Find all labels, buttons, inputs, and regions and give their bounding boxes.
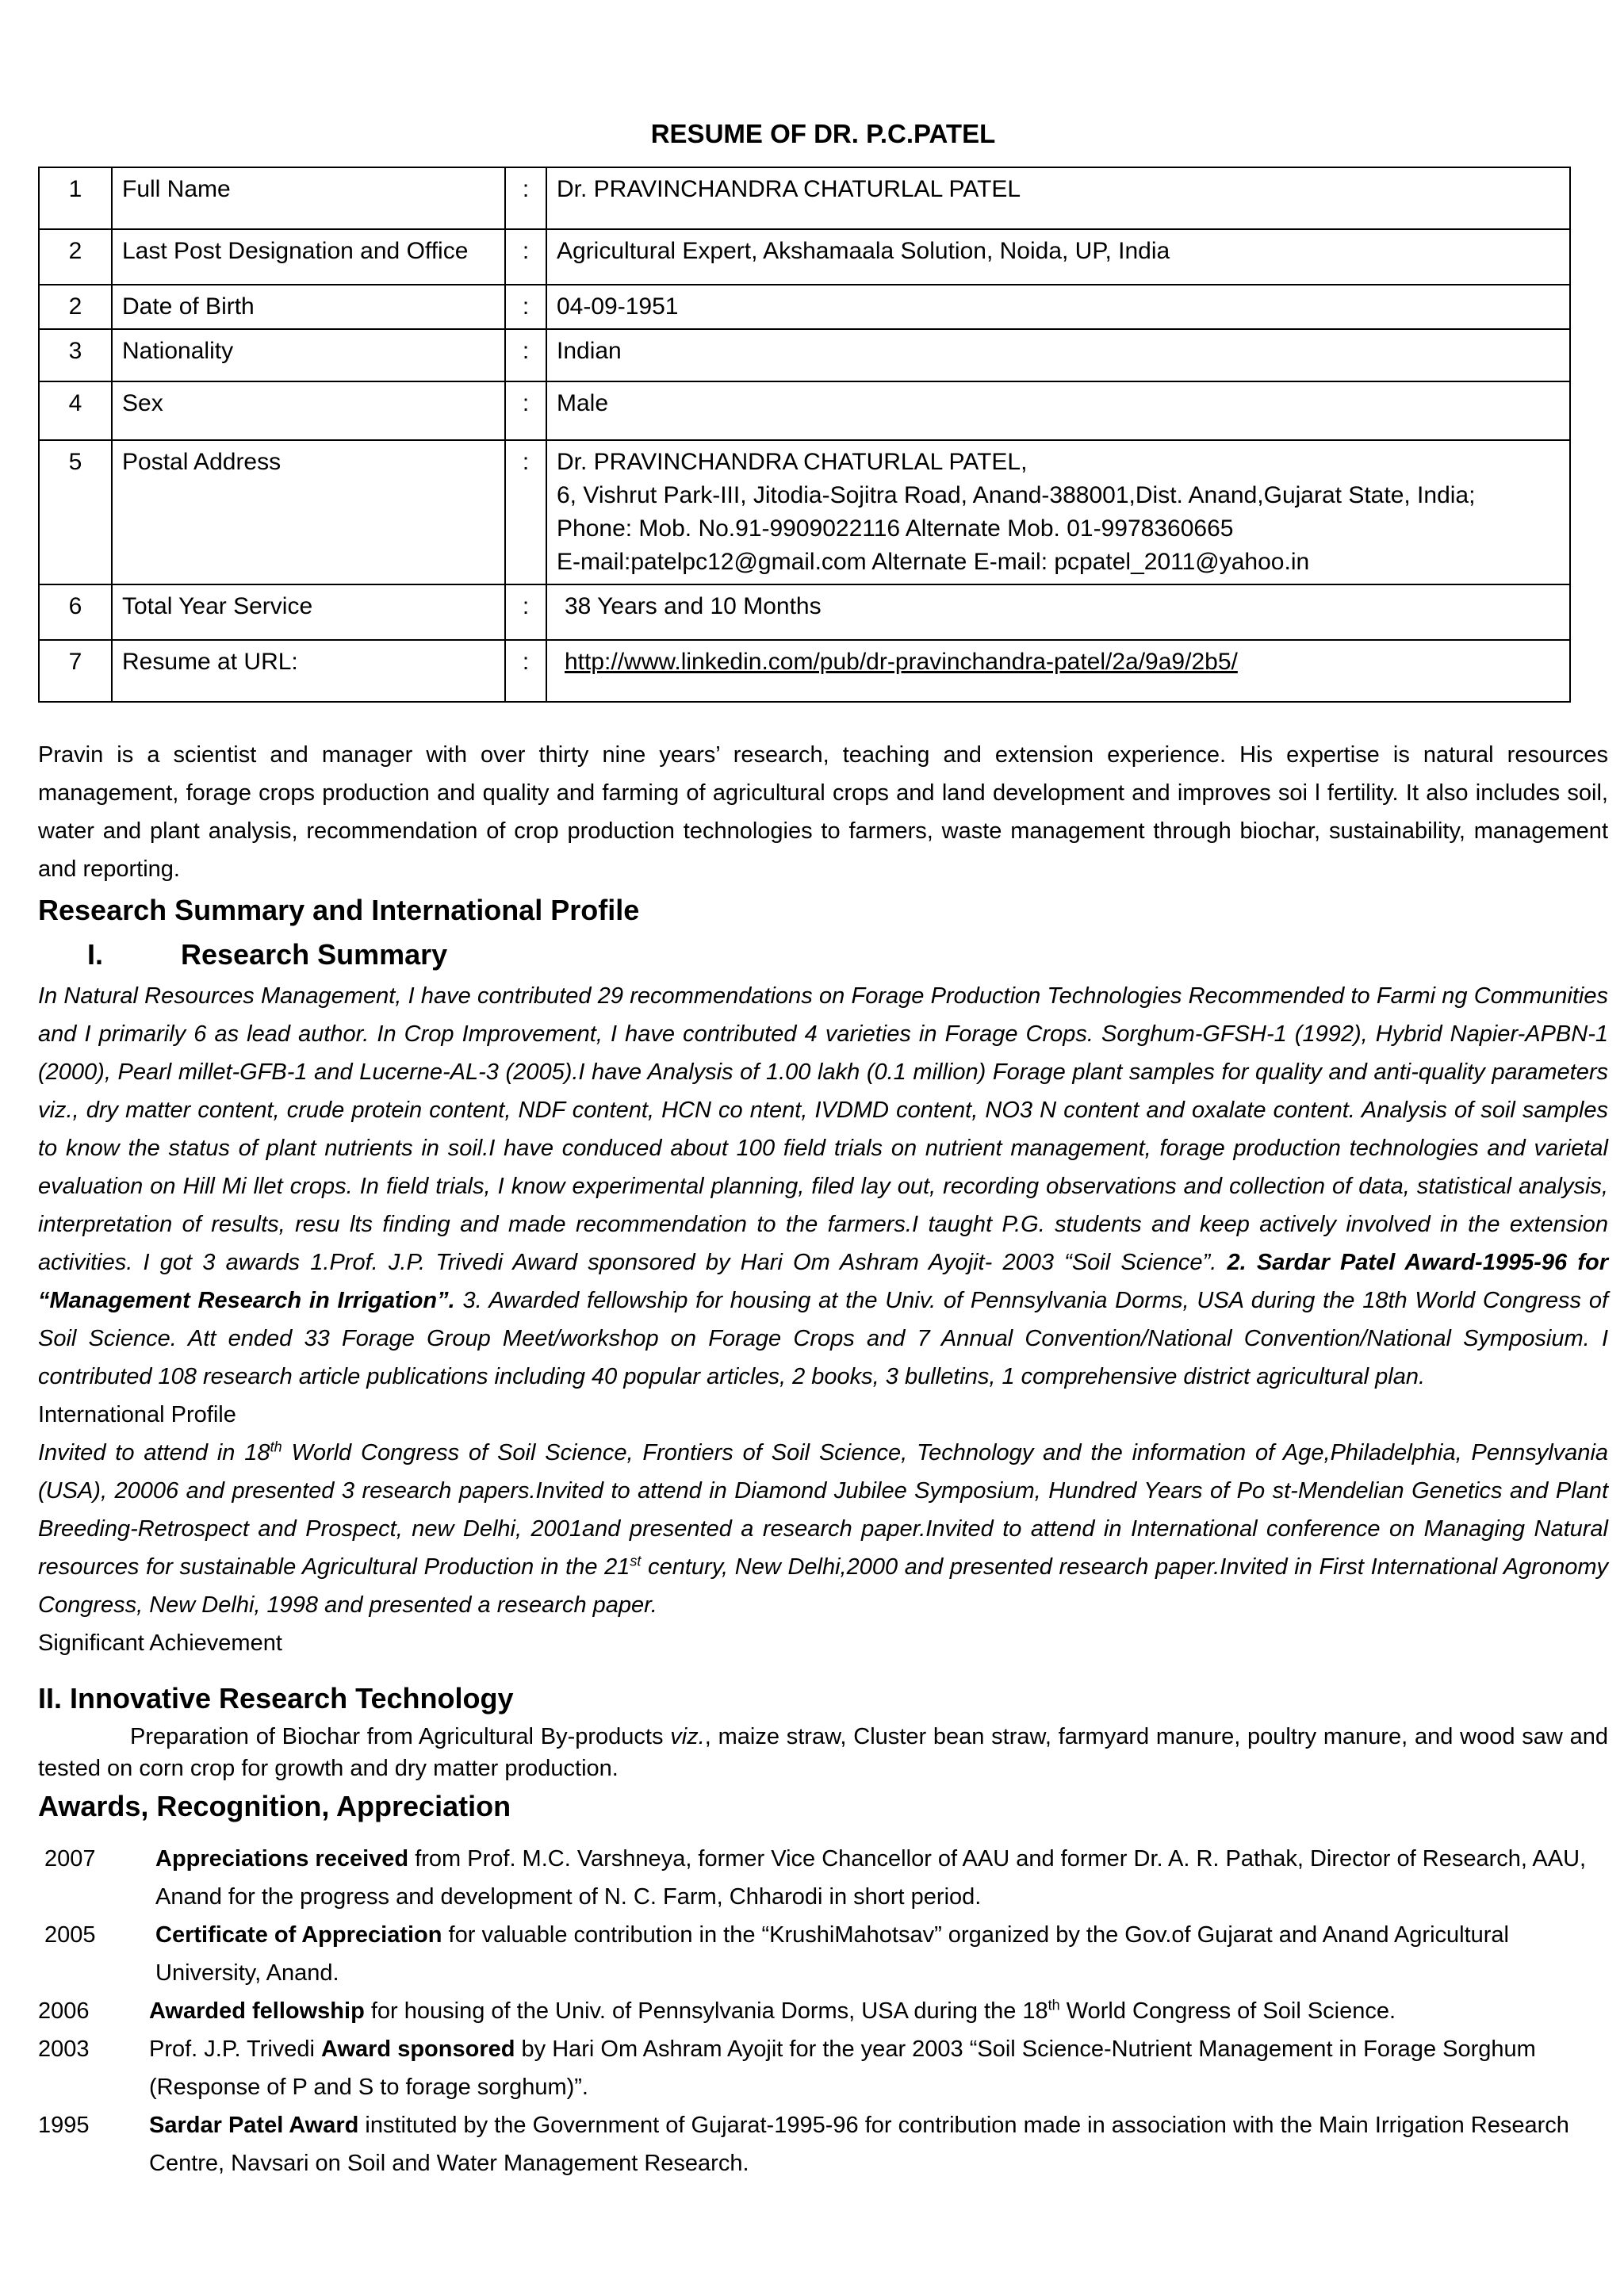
innovative-heading: II. Innovative Research Technology xyxy=(38,1682,514,1715)
award-text-2: World Congress of Soil Science. xyxy=(1059,1998,1396,2024)
row-colon: : xyxy=(505,167,546,229)
intl-text-c: century, New Delhi,2000 and presented research paper.Invited in First International Agronomy Congress, New Delhi, 1998 and presented a research paper. xyxy=(38,1554,1608,1618)
section-heading: Research Summary and International Profile xyxy=(38,894,640,926)
award-text: from Prof. M.C. Varshneya, former Vice Chancellor of AAU and former Dr. A. R. Pathak, Director of Research, AAU, Anand for the progress and development of N. C. Farm, Chharodi in short period. xyxy=(155,1846,1587,1910)
row-label: Resume at URL: xyxy=(112,640,505,702)
table-row xyxy=(39,167,1570,229)
full-name-value: Dr. PRAVINCHANDRA CHATURLAL PATEL xyxy=(546,167,1570,229)
research-summary-text-2: 3. Awarded fellowship for housing at the Univ. of Pennsylvania Dorms, USA during the 18th World Congress of Soil Science. Att ended 33 Forage Group Meet/workshop on Forage Crops and 7 Annual Convention/National Convention/National Symposium. I contributed 108 research article publications including 40 popular articles, 2 books, 3 bulletins, 1 comprehensive district agricultural plan. xyxy=(38,1288,1609,1389)
row-label: Last Post Designation and Office xyxy=(112,229,505,285)
row-number: 2 xyxy=(39,229,112,285)
table-row xyxy=(39,584,1570,640)
row-label: Total Year Service xyxy=(112,584,505,640)
resume-page xyxy=(38,119,1608,2182)
award-pre: Prof. J.P. Trivedi xyxy=(149,2036,322,2062)
table-row xyxy=(39,329,1570,381)
personal-info-table xyxy=(38,167,1571,703)
award-body xyxy=(155,1916,1608,1992)
row-label: Sex xyxy=(112,381,505,440)
subsection-title: Research Summary xyxy=(181,938,448,971)
row-number: 3 xyxy=(39,329,112,381)
subsection-number: I. xyxy=(87,938,104,971)
designation-value: Agricultural Expert, Akshamaala Solution, Noida, UP, India xyxy=(546,229,1570,285)
intro-paragraph: Pravin is a scientist and manager with over thirty nine years’ research, teaching and extension experience. His expertise is natural resources management, forage crops production and quality and farming of agricultural crops and land development and improves soi l fertility. It also includes soil, water and plant analysis, recommendation of crop production technologies to farmers, waste management through biochar, sustainability, management and reporting. xyxy=(38,742,1608,882)
award-body xyxy=(155,1840,1608,1916)
row-number: 1 xyxy=(39,167,112,229)
row-colon: : xyxy=(505,640,546,702)
award-text: by Hari Om Ashram Ayojit for the year 2003 “Soil Science-Nutrient Management in Forage Sorghum (Response of P and S to forage sorghum)”. xyxy=(149,2036,1536,2100)
row-label: Date of Birth xyxy=(112,285,505,329)
resume-url-link[interactable]: http://www.linkedin.com/pub/dr-pravinchandra-patel/2a/9a9/2b5/ xyxy=(565,649,1238,675)
list-item xyxy=(38,2030,1608,2106)
intl-sup-2: st xyxy=(630,1553,642,1569)
international-profile-paragraph xyxy=(38,1434,1608,1624)
page-title: RESUME OF DR. P.C.PATEL xyxy=(650,119,996,148)
award-body xyxy=(149,2106,1608,2182)
row-colon: : xyxy=(505,285,546,329)
research-summary-text: In Natural Resources Management, I have contributed 29 recommendations on Forage Production Technologies Recommended to Farmi ng Communities and I primarily 6 as lead author. In Crop Improvement, I have contributed 4 varieties in Forage Crops. Sorghum-GFSH-1 (1992), Hybrid Napier-APBN-1 (2000), Pearl millet-GFB-1 and Lucerne-AL-3 (2005).I have Analysis of 1.00 lakh (0.1 million) Forage plant samples for quality and anti-quality parameters viz., dry matter content, crude protein content, NDF content, HCN co ntent, IVDMD content, NO3 N content and oxalate content. Analysis of soil samples to know the status of plant nutrients in soil.I have conduced about 100 field trials on nutrient management, forage production technologies and varietal evaluation on Hill Mi llet crops. In field trials, I know experimental planning, filed lay out, recording observations and collection of data, statistical analysis, interpretation of results, resu lts finding and made recommendation to the farmers.I taught P.G. students and keep actively involved in the extension activities. I got 3 awards 1.Prof. J.P. Trivedi Award sponsored by Hari Om Ashram Ayojit- 2003 “Soil Science”. xyxy=(38,983,1608,1275)
phone-line: Phone: Mob. No.91-9909022116 Alternate Mob. 01-9978360665 xyxy=(557,515,1234,542)
address-line: 6, Vishrut Park-III, Jitodia-Sojitra Road, Anand-388001,Dist. Anand,Gujarat State, India; xyxy=(557,482,1476,508)
significant-achievement-heading: Significant Achievement xyxy=(38,1630,282,1656)
row-number: 7 xyxy=(39,640,112,702)
address-line: Dr. PRAVINCHANDRA CHATURLAL PATEL, xyxy=(557,449,1028,475)
row-number: 6 xyxy=(39,584,112,640)
row-colon: : xyxy=(505,229,546,285)
resume-url-cell xyxy=(546,640,1570,702)
list-item xyxy=(38,1992,1608,2030)
table-row xyxy=(39,640,1570,702)
award-bold: Awarded fellowship xyxy=(149,1998,365,2024)
research-summary-paragraph xyxy=(38,977,1608,1396)
award-text: for valuable contribution in the “KrushiMahotsav” organized by the Gov.of Gujarat and Anand Agricultural University, Anand. xyxy=(155,1922,1509,1986)
award-sup: th xyxy=(1048,1997,1060,2013)
international-profile-heading: International Profile xyxy=(38,1402,236,1427)
email-line: E-mail:patelpc12@gmail.com Alternate E-mail: pcpatel_2011@yahoo.in xyxy=(557,549,1310,575)
research-summary-bold: 2. Sardar Patel Award-1995-96 for “Management Research in Irrigation”. xyxy=(38,1250,1608,1313)
award-text: for housing of the Univ. of Pennsylvania Dorms, USA during the 18 xyxy=(364,1998,1048,2024)
intl-text-b: World Congress of Soil Science, Frontiers of Soil Science, Technology and the information of Age,Philadelphia, Pennsylvania (USA), 20006 and presented 3 research papers.Invited to attend in Diamond Jubilee Symposium, Hundred Years of Po st-Mendelian Genetics and Plant Breeding-Retrospect and Prospect, new Delhi, 2001and presented a research paper.Invited to attend in International conference on Managing Natural resources for sustainable Agricultural Production in the 21 xyxy=(38,1440,1609,1580)
dob-value: 04-09-1951 xyxy=(546,285,1570,329)
row-colon: : xyxy=(505,329,546,381)
service-value: 38 Years and 10 Months xyxy=(546,584,1570,640)
nationality-value: Indian xyxy=(546,329,1570,381)
innovative-text-a: Preparation of Biochar from Agricultural By-products xyxy=(130,1724,671,1749)
award-body xyxy=(149,1992,1608,2030)
table-row xyxy=(39,381,1570,440)
award-year: 2007 xyxy=(44,1846,96,1872)
row-label: Nationality xyxy=(112,329,505,381)
awards-list xyxy=(38,1840,1608,2182)
row-label: Postal Address xyxy=(112,440,505,584)
list-item xyxy=(38,2106,1608,2182)
innovative-viz: viz. xyxy=(670,1724,705,1749)
intl-sup-1: th xyxy=(270,1439,282,1455)
table-row xyxy=(39,440,1570,584)
award-year: 2006 xyxy=(38,1998,90,2024)
list-item xyxy=(38,1840,1608,1916)
row-colon: : xyxy=(505,381,546,440)
sex-value: Male xyxy=(546,381,1570,440)
row-colon: : xyxy=(505,584,546,640)
postal-address-value xyxy=(546,440,1570,584)
award-year: 1995 xyxy=(38,2113,90,2138)
award-bold: Appreciations received xyxy=(155,1846,409,1872)
row-label: Full Name xyxy=(112,167,505,229)
list-item xyxy=(38,1916,1608,1992)
award-bold: Award sponsored xyxy=(321,2036,515,2062)
row-number: 5 xyxy=(39,440,112,584)
table-row xyxy=(39,229,1570,285)
row-number: 4 xyxy=(39,381,112,440)
table-row xyxy=(39,285,1570,329)
award-bold: Certificate of Appreciation xyxy=(155,1922,442,1948)
award-year: 2003 xyxy=(38,2036,90,2062)
award-bold: Sardar Patel Award xyxy=(149,2113,359,2138)
innovative-text-b: , maize straw, Cluster bean straw, farmyard manure, poultry manure, and wood saw and tested on corn crop for growth and dry matter production. xyxy=(38,1724,1609,1781)
intl-text-a: Invited to attend in 18 xyxy=(38,1440,270,1466)
row-number: 2 xyxy=(39,285,112,329)
awards-heading: Awards, Recognition, Appreciation xyxy=(38,1790,511,1822)
award-text: instituted by the Government of Gujarat-1995-96 for contribution made in association with the Main Irrigation Research Centre, Navsari on Soil and Water Management Research. xyxy=(149,2113,1569,2176)
row-colon: : xyxy=(505,440,546,584)
award-body xyxy=(149,2030,1608,2106)
subsection-heading xyxy=(38,933,1608,977)
innovative-paragraph xyxy=(38,1721,1608,1784)
award-year: 2005 xyxy=(44,1922,96,1948)
